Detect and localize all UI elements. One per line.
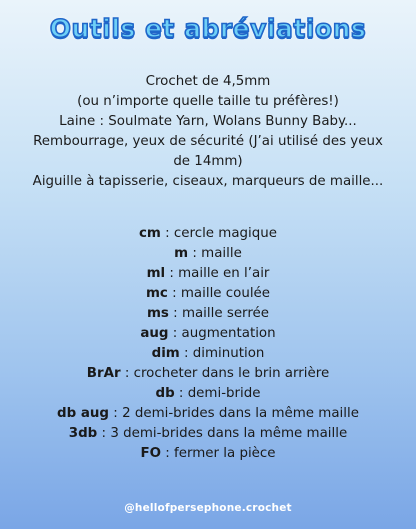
abbreviation-separator: :: [174, 386, 188, 401]
abbreviation-row: [0, 264, 416, 284]
abbreviation-meaning: diminution: [192, 346, 265, 361]
abbreviation-row: [0, 404, 416, 424]
abbreviation-term: FO: [140, 446, 161, 461]
abbreviation-separator: :: [120, 366, 134, 381]
abbreviation-row: [0, 364, 416, 384]
abbreviation-row: [0, 244, 416, 264]
abbreviation-row: [0, 224, 416, 244]
abbreviation-separator: :: [160, 226, 174, 241]
page-title: Outils et abréviations: [49, 14, 367, 43]
abbreviation-term: db aug: [57, 406, 110, 421]
tools-line: Rembourrage, yeux de sécurité (J’ai utilisé des yeux: [33, 134, 383, 149]
tools-line: de 14mm): [173, 154, 243, 169]
abbreviation-meaning: maille: [201, 246, 242, 261]
abbreviation-term: 3db: [68, 426, 98, 441]
abbreviation-meaning: fermer la pièce: [174, 446, 276, 461]
abbreviation-meaning: augmentation: [181, 326, 276, 341]
abbreviation-meaning: cercle magique: [173, 226, 277, 241]
abbreviation-meaning: maille en l’air: [178, 266, 270, 281]
abbreviation-meaning: 3 demi-brides dans la même maille: [110, 426, 348, 441]
abbreviation-separator: :: [168, 306, 182, 321]
abbreviation-term: ms: [146, 306, 169, 321]
tools-line: (ou n’importe quelle taille tu préfères!): [77, 94, 339, 109]
abbreviation-term: mc: [145, 286, 168, 301]
abbreviation-term: aug: [140, 326, 169, 341]
abbreviation-meaning: 2 demi-brides dans la même maille: [122, 406, 359, 421]
footer-handle: @hellofpersephone.crochet: [124, 502, 292, 514]
abbreviation-separator: :: [160, 446, 175, 461]
tools-line: Laine : Soulmate Yarn, Wolans Bunny Baby...: [59, 114, 357, 129]
abbreviation-separator: :: [167, 286, 181, 301]
abbreviation-separator: :: [165, 266, 179, 281]
abbreviation-term: dim: [151, 346, 180, 361]
abbreviation-meaning: crocheter dans le brin arrière: [133, 366, 330, 381]
tools-line: Aiguille à tapisserie, ciseaux, marqueurs de maille...: [32, 174, 384, 189]
abbreviation-meaning: maille serrée: [181, 306, 270, 321]
abbreviation-separator: :: [97, 426, 111, 441]
tools-line: Crochet de 4,5mm: [145, 74, 271, 89]
abbreviation-row: [0, 324, 416, 344]
abbreviation-row: [0, 384, 416, 404]
abbreviation-separator: :: [109, 406, 123, 421]
abbreviation-row: [0, 284, 416, 304]
abbreviation-separator: :: [179, 346, 193, 361]
abbreviation-row: [0, 344, 416, 364]
abbreviation-term: m: [174, 246, 189, 261]
abbreviation-meaning: demi-bride: [187, 386, 261, 401]
abbreviation-row: [0, 444, 416, 464]
abbreviation-term: db: [155, 386, 175, 401]
abbreviation-term: ml: [146, 266, 166, 281]
abbreviation-separator: :: [168, 326, 182, 341]
abbreviation-term: BrAr: [86, 366, 121, 381]
abbreviation-row: [0, 304, 416, 324]
abbreviation-term: cm: [138, 226, 161, 241]
abbreviation-separator: :: [188, 246, 202, 261]
tools-list: [8, 72, 408, 192]
abbreviation-row: [0, 424, 416, 444]
abbreviations-list: [0, 224, 416, 464]
abbreviation-meaning: maille coulée: [180, 286, 271, 301]
